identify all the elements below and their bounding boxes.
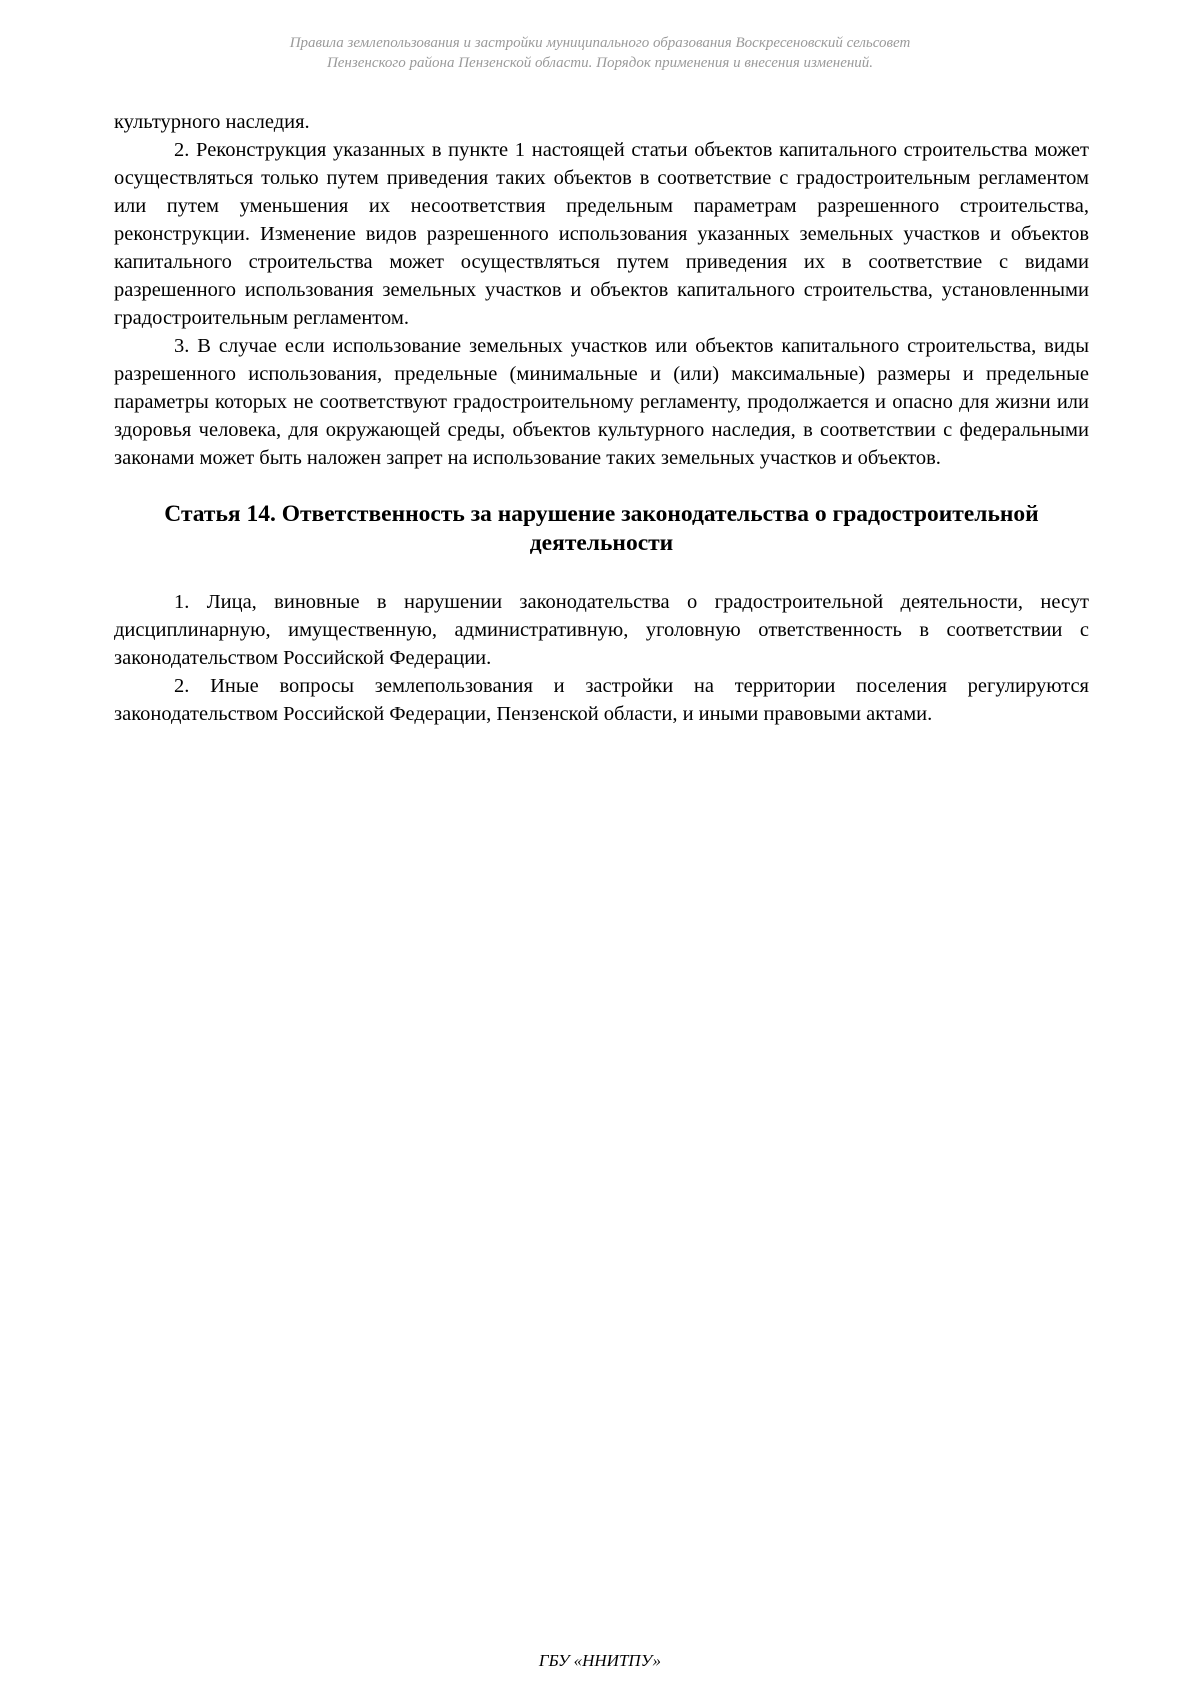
- article-14-paragraph-2: 2. Иные вопросы землепользования и застройки на территории поселения регулируются законодательством Российской Федерации, Пензенской области, и иными правовыми актами.: [114, 675, 1089, 725]
- continuation-paragraph: культурного наследия.: [114, 111, 310, 133]
- paragraph-item-3: 3. В случае если использование земельных участков или объектов капитального строительства, виды разрешенного использования, предельные (минимальные и (или) максимальные) размеры и предельные параметры которых не соответствуют градостроительному регламенту, продолжается и опасно для жизни или здоровья человека, для окружающей среды, объектов культурного наследия, в соответствии с федеральными законами может быть наложен запрет на использование таких земельных участков и объектов.: [114, 335, 1089, 469]
- page-footer: ГБУ «ННИТПУ»: [538, 1651, 662, 1670]
- document-body: [114, 108, 1089, 728]
- header-line-2: Пензенского района Пензенской области. Порядок применения и внесения изменений.: [326, 55, 874, 71]
- article-14-paragraph-1: 1. Лица, виновные в нарушении законодательства о градостроительной деятельности, несут дисциплинарную, имущественную, административную, уголовную ответственность в соответствии с законодательством Российской Федерации.: [114, 591, 1089, 669]
- header-line-1: Правила землепользования и застройки муниципального образования Воскресеновский сельсовет: [289, 35, 911, 51]
- article-14-heading: Статья 14. Ответственность за нарушение законодательства о градостроительной деятельности: [164, 501, 1039, 556]
- paragraph-item-2: 2. Реконструкция указанных в пункте 1 настоящей статьи объектов капитального строительства может осуществляться только путем приведения таких объектов в соответствие с градостроительным регламентом или путем уменьшения их несоответствия предельным параметрам разрешенного строительства, реконструкции. Изменение видов разрешенного использования указанных земельных участков и объектов капитального строительства может осуществляться путем приведения их в соответствие с видами разрешенного использования земельных участков и объектов капитального строительства, установленными градостроительным регламентом.: [114, 139, 1089, 329]
- page-header: [150, 33, 1050, 73]
